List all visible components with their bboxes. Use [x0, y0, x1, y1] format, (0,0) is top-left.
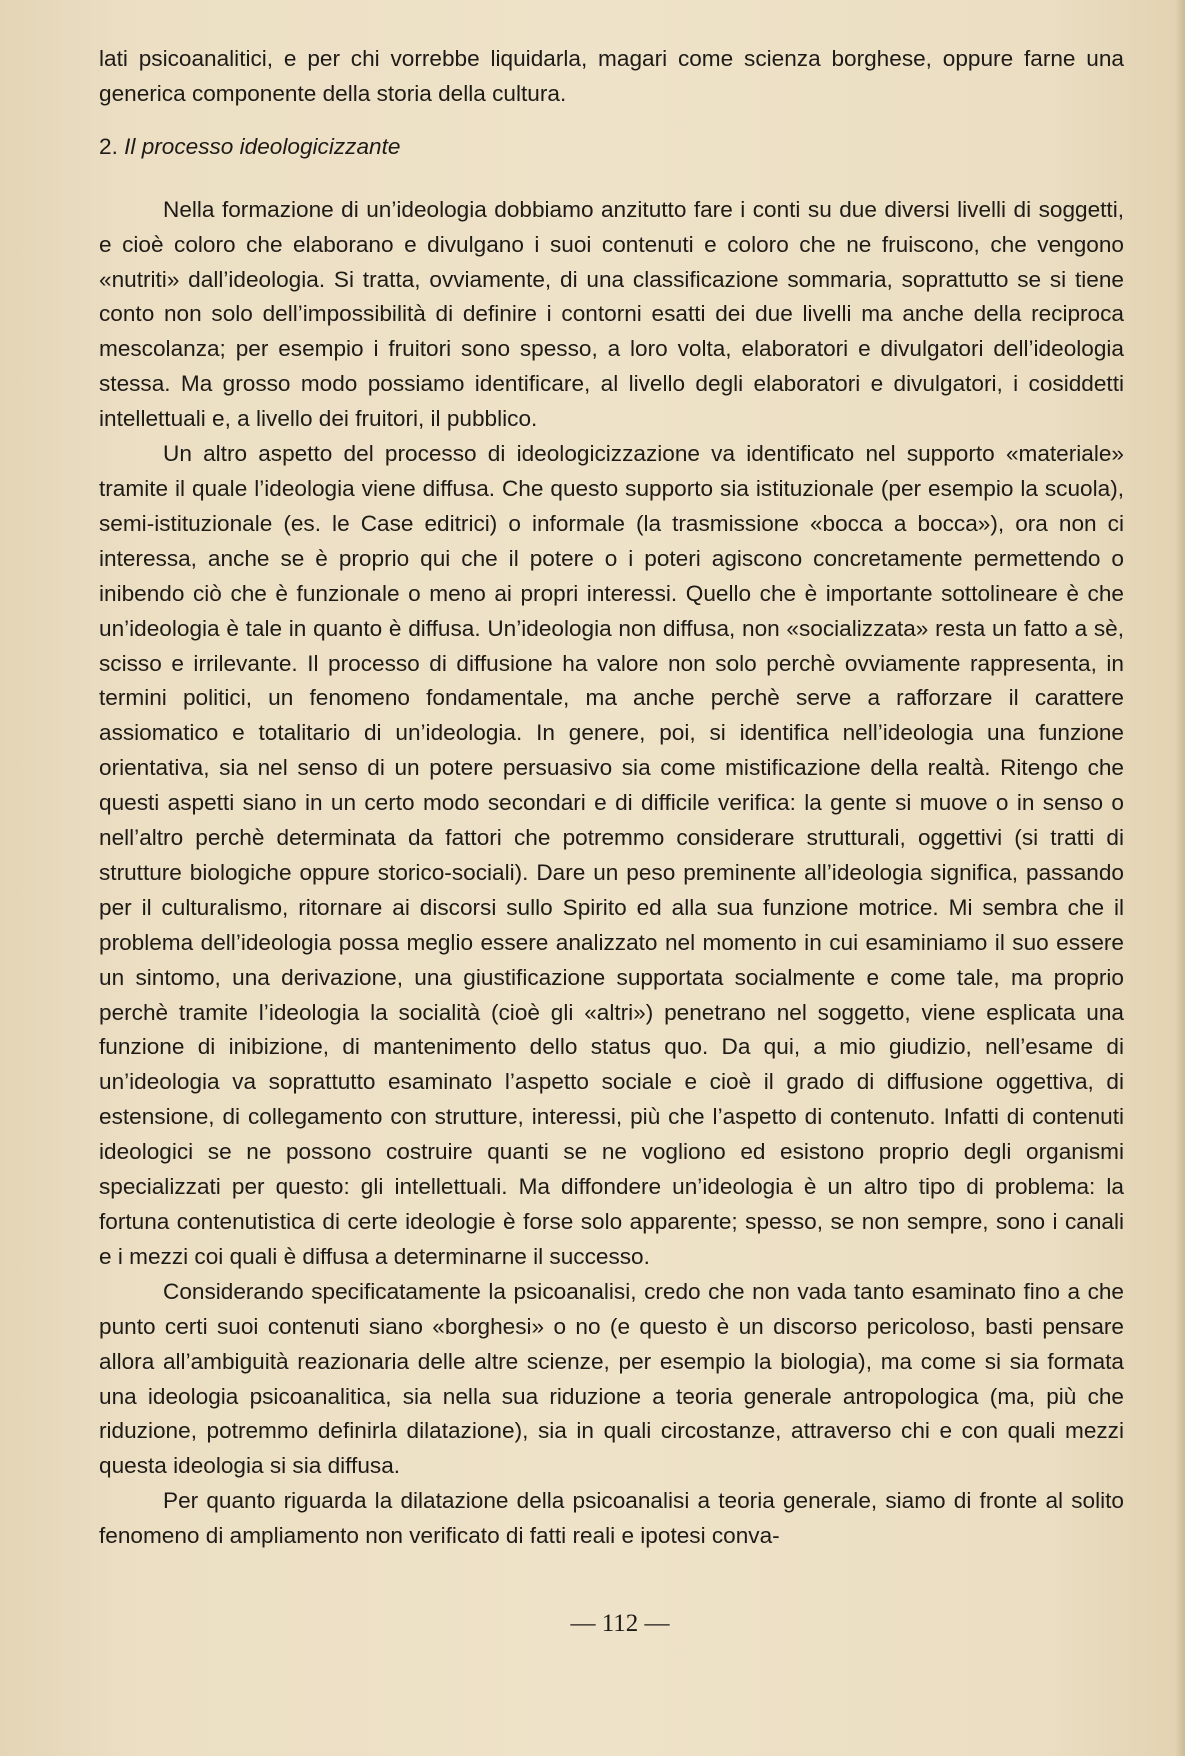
paragraph: Nella formazione di un’ideologia dobbiamo anzitutto fare i conti su due diversi livelli di soggetti, e cioè coloro che elaborano e divulgano i suoi contenuti e coloro che ne fruiscono, che vengono «nutriti» dall’ideologia. Si tratta, ovviamente, di una classificazione sommaria, soprattutto se si tiene conto non solo dell’impossibilità di definire i contorni esatti dei due livelli ma anche della reciproca mescolanza; per esempio i fruitori sono spesso, a loro volta, elaboratori e divulgatori dell’ideologia stessa. Ma grosso modo possiamo identificare, al livello degli elaboratori e divulgatori, i cosiddetti intellettuali e, a livello dei fruitori, il pubblico.	[99, 196, 1124, 432]
body-text	[99, 42, 1124, 1554]
paragraph: Un altro aspetto del processo di ideologicizzazione va identificato nel supporto «materiale» tramite il quale l’ideologia viene diffusa. Che questo supporto sia istituzionale (per esempio la scuola), semi-istituzionale (es. le Case editrici) o informale (la trasmissione «bocca a bocca»), ora non ci interessa, anche se è proprio qui che il potere o i poteri agiscono concretamente permettendo o inibendo ciò che è funzionale o meno ai propri interessi. Quello che è importante sottolineare è che un’ideologia è tale in quanto è diffusa. Un’ideologia non diffusa, non «socializzata» resta un fatto a sè, scisso e irrilevante. Il processo di diffusione ha valore non solo perchè ovviamente rappresenta, in termini politici, un fenomeno fondamentale, ma anche perchè serve a rafforzare il carattere assiomatico e totalitario di un’ideologia. In genere, poi, si identifica nell’ideologia una funzione orientativa, sia nel senso di un potere persuasivo sia come mistificazione della realtà. Ritengo che questi aspetti siano in un certo modo secondari e di difficile verifica: la gente si muove o in senso o nell’altro perchè determinata da fattori che potremmo considerare strutturali, oggettivi (si tratti di strutture biologiche oppure storico-sociali). Dare un peso preminente all’ideologia significa, passando per il culturalismo, ritornare ai discorsi sullo Spirito ed alla sua funzione motrice. Mi sembra che il problema dell’ideologia possa meglio essere analizzato nel momento in cui esaminiamo il suo essere un sintomo, una derivazione, una giustificazione supportata socialmente e come tale, ma proprio perchè tramite l’ideologia la socialità (cioè gli «altri») penetrano nel soggetto, viene esplicata una funzione di inibizione, di mantenimento dello status quo. Da qui, a mio giudizio, nell’esame di un’ideologia va soprattutto esaminato l’aspetto sociale e cioè il grado di diffusione oggettiva, di estensione, di collegamento con strutture, interessi, più che l’aspetto di contenuto. Infatti di contenuti ideologici se ne possono costruire quanti se ne vogliono ed esistono proprio degli organismi specializzati per questo: gli intellettuali. Ma diffondere un’ideologia è un altro tipo di problema: la fortuna contenutistica di certe ideologie è forse solo apparente; spesso, se non sempre, sono i canali e i mezzi coi quali è diffusa a determinarne il successo.	[99, 441, 1124, 1269]
section-title: Il processo ideologicizzante	[124, 133, 401, 159]
page-number: — 112 —	[570, 1610, 670, 1637]
paragraph: Considerando specificatamente la psicoanalisi, credo che non vada tanto esaminato fino a che punto certi suoi contenuti siano «borghesi» o no (e questo è un discorso pericoloso, basti pensare allora all’ambiguità reazionaria delle altre scienze, per esempio la biologia), ma come si sia formata una ideologia psicoanalitica, sia nella sua riduzione a teoria generale antropologica (ma, più che riduzione, potremmo definirla dilatazione), sia in quali circostanze, attraverso chi e con quali mezzi questa ideologia si sia diffusa.	[99, 1278, 1124, 1479]
section-number: 2.	[99, 133, 118, 159]
section-heading	[99, 130, 1124, 165]
intro-paragraph: lati psicoanalitici, e per chi vorrebbe liquidarla, magari come scienza borghese, oppure farne una generica componente della storia della cultura.	[99, 46, 1124, 106]
page-edge-shadow	[1175, 0, 1185, 1756]
paragraph: Per quanto riguarda la dilatazione della psicoanalisi a teoria generale, siamo di fronte al solito fenomeno di ampliamento non verificato di fatti reali e ipotesi conva-	[99, 1488, 1124, 1549]
